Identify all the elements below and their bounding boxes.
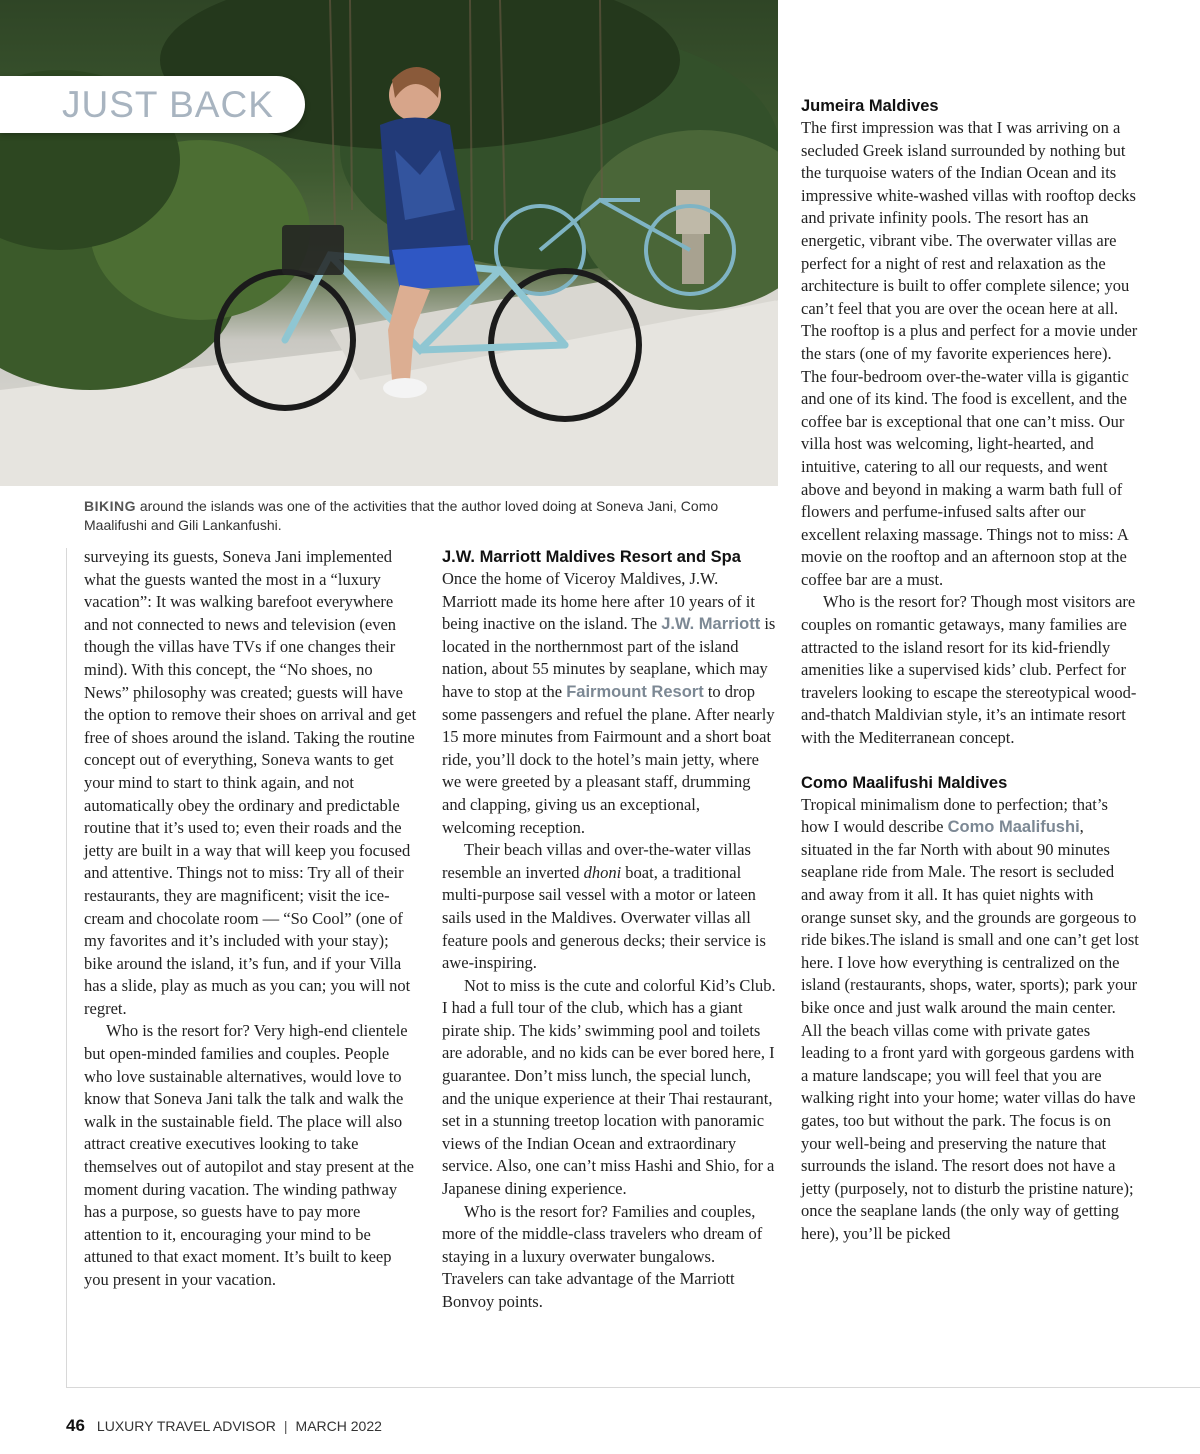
column-1	[84, 546, 418, 1292]
vertical-rule	[66, 548, 67, 1388]
text-run: , situated in the far North with about 90 minutes seaplane ride from Male. The resort is secluded and away from it all. It has quiet nights with orange sunset sky, and the grounds are gorgeous to ride bikes.The island is small and one can’t get lost here. I love how everything is centralized on the island (restaurants, shops, water, sports); park your bike once and just walk around the main center. All the beach villas come with private gates leading to a front yard with gorgeous gardens with a mature landscape; you will feel that you are walking right into your home; water villas do have gates, too but without the park. The focus is on your well-being and preserving the nature that surrounds the island. The resort does not have a jetty (purposely, not to disturb the pristine nature); once the seaplane lands (the only way of getting here), you’ll be picked	[801, 817, 1139, 1243]
col1-paragraph: surveying its guests, Soneva Jani implemented what the guests wanted the most in a “luxury vacation”: It was walking barefoot everywhere and not connected to news and television (even though the villas have TVs if one changes their mind). With this concept, the “No shoes, no News” philosophy was created; guests will have the option to remove their shoes on arrival and get free of shoes around the island. Taking the routine concept out of everything, Soneva wants to get your mind to start to think again, and not automatically obey the ordinary and predictable routine that it’s used to; even their roads and the jetty are built in a way that will keep you focused and attentive. Things not to miss: Try all of their restaurants, they are magnificent; visit the ice-cream and chocolate room — “So Cool” (one of my favorites and it’s included with your stay); bike around the island, it’s fun, and if your Villa has a slide, play as much as you can; you will not regret.	[84, 547, 417, 1018]
section-label: JUST BACK	[62, 83, 274, 125]
paragraph-spacer	[801, 750, 1139, 772]
col3-paragraph	[801, 794, 1139, 1246]
column-3	[801, 95, 1139, 1246]
section-heading-como: Como Maalifushi Maldives	[801, 773, 1008, 792]
column-2	[442, 546, 776, 1314]
caption-text: around the islands was one of the activities that the author loved doing at Soneva Jani, Como Maalifushi and Gili Lankanfushi.	[84, 498, 719, 533]
col3-paragraph: The first impression was that I was arriving on a secluded Greek island surrounded by nothing but the turquoise waters of the Indian Ocean and its impressive white-washed villas with rooftop decks and private infinity pools. The resort has an energetic, vibrant vibe. The overwater villas are perfect for a night of rest and relaxation as the architecture is built to offer complete silence; you can’t feel that you are over the ocean here at all. The rooftop is a plus and perfect for a movie under the stars (one of my favorite experiences here). The four-bedroom over-the-water villa is gigantic and one of its kind. The food is excellent, and the coffee bar is exceptional that one can’t miss. Our villa host was welcoming, light-hearted, and intuitive, catering to all our requests, and went above and beyond in making a warm bath full of flowers and perfume-infused salts after our excellent relaxing massage. Things not to miss: A movie on the rooftop and an afternoon stop at the coffee bar are a must.	[801, 118, 1138, 589]
link-fairmount-resort[interactable]: Fairmount Resort	[566, 682, 704, 701]
photo-caption	[84, 497, 764, 535]
section-label-tab	[0, 76, 305, 133]
text-run: Their beach villas and over-the-water villas resemble an inverted	[442, 840, 751, 882]
text-run: is located in the northernmost part of the island nation, about 55 minutes by seaplane, which may have to stop at the	[442, 614, 776, 701]
text-run: to drop some passengers and refuel the plane. After nearly 15 more minutes from Fairmount and a short boat ride, you’ll dock to the hotel’s main jetty, where we were greeted by a pleasant staff, drumming and clapping, giving us an exceptional, welcoming reception.	[442, 681, 775, 837]
footer-rule	[66, 1387, 1200, 1388]
text-run: Tropical minimalism done to perfection; that’s how I would describe	[801, 794, 1108, 837]
link-jw-marriott[interactable]: J.W. Marriott	[661, 615, 761, 634]
hero-photo	[0, 0, 778, 486]
footer-separator: |	[283, 1418, 288, 1434]
col2-paragraph: Who is the resort for? Families and couples, more of the middle-class travelers who dream of staying in a luxury overwater bungalows. Travelers can take advantage of the Marriott Bonvoy points.	[442, 1201, 763, 1311]
col2-paragraph	[442, 839, 776, 975]
text-run: boat, a traditional multi-purpose sail vessel with a motor or lateen sails used in the Maldives. Overwater villas all feature pools and generous decks; their service is awe-inspiring.	[442, 862, 766, 973]
link-como-maalifushi[interactable]: Como Maalifushi	[947, 818, 1080, 837]
col2-paragraph: Not to miss is the cute and colorful Kid’s Club. I had a full tour of the club, which has a giant pirate ship. The kids’ swimming pool and toilets are adorable, and no kids can be ever bored here, I guarantee. Don’t miss lunch, the special lunch, and the unique experience at their Thai restaurant, set in a stunning treetop location with panoramic views of the Indian Ocean and extraordinary service. Also, one can’t miss Hashi and Shio, for a Japanese dining experience.	[442, 975, 776, 1199]
page-footer	[66, 1416, 382, 1436]
section-heading-jumeira: Jumeira Maldives	[801, 97, 939, 115]
text-emphasis: dhoni	[583, 862, 622, 882]
issue-date: MARCH 2022	[295, 1418, 382, 1434]
text-run: Once the home of Viceroy Maldives, J.W. Marriott made its home here after 10 years of it being inactive on the island. The	[442, 569, 755, 634]
page-number: 46	[66, 1416, 85, 1435]
col3-paragraph: Who is the resort for? Though most visitors are couples on romantic getaways, many families are attracted to the island resort for its kid-friendly amenities like a supervised kids’ club. Perfect for travelers looking to escape the stereotypical wood-and-thatch Maldivian style, it’s an intimate resort with the Mediterranean concept.	[801, 592, 1137, 748]
section-heading-jw-marriott: J.W. Marriott Maldives Resort and Spa	[442, 548, 741, 566]
col2-paragraph	[442, 568, 776, 839]
caption-lead: BIKING	[84, 498, 136, 514]
col1-paragraph: Who is the resort for? Very high-end clientele but open-minded families and couples. People who love sustainable alternatives, would love to know that Soneva Jani talk the talk and walk the walk in the sustainable field. The place will also attract creative executives looking to take themselves out of autopilot and stay present at the moment during vacation. The winding pathway has a purpose, so guests have to pay more attention to it, encouraging your mind to be attuned to that exact moment. It’s built to keep you present in your vacation.	[84, 1021, 414, 1289]
publication-name: LUXURY TRAVEL ADVISOR	[96, 1418, 276, 1434]
